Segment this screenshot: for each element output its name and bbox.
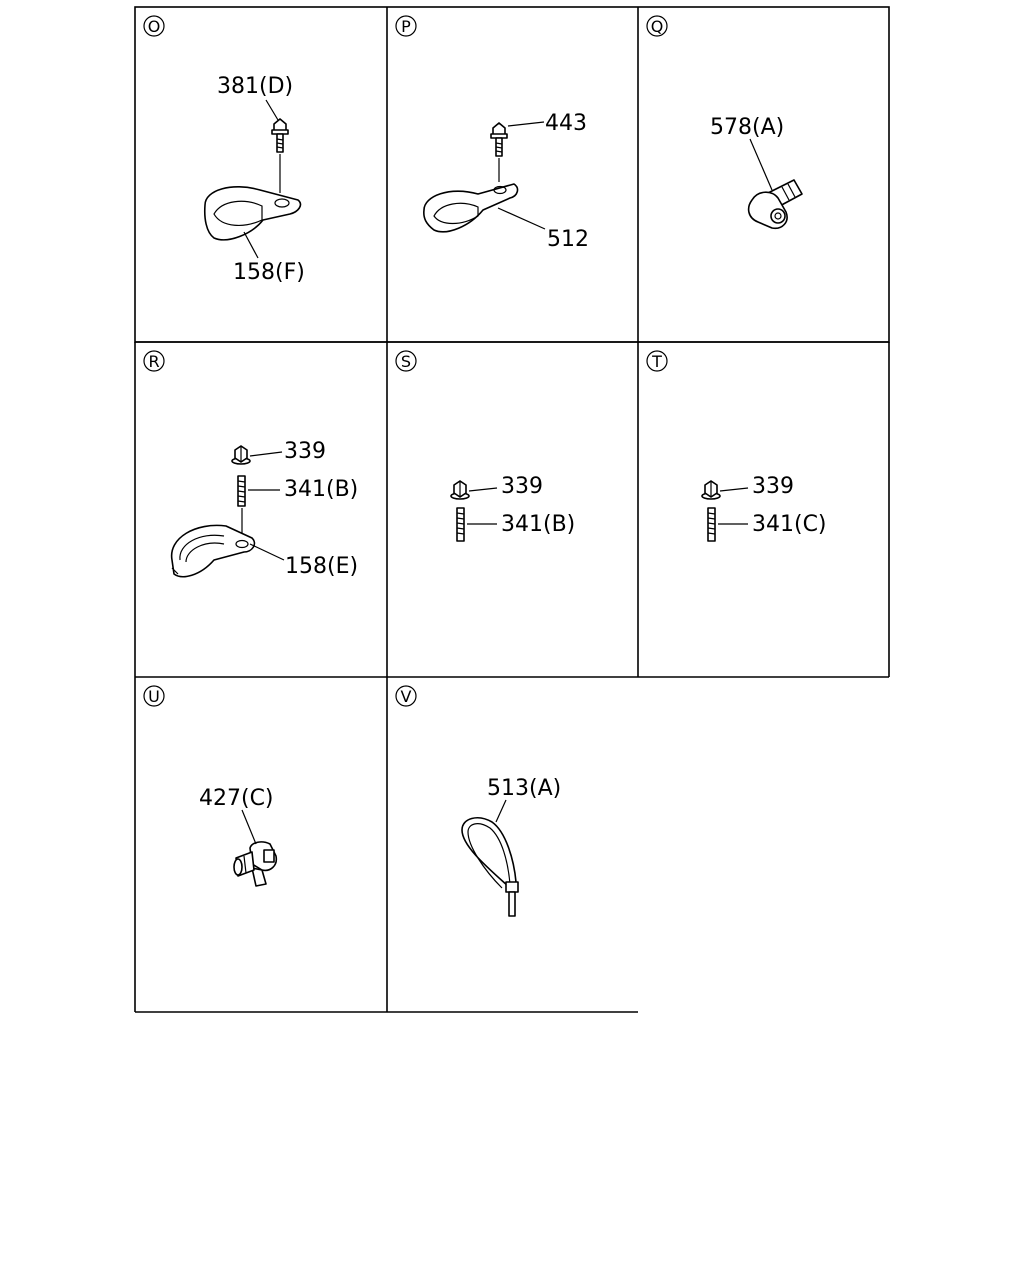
flange-nut-drawing (232, 446, 250, 464)
flange-bolt-drawing (272, 119, 288, 152)
callout-label: 339 (284, 439, 326, 464)
callout-label: 158(F) (233, 260, 305, 285)
panel-p (396, 16, 589, 252)
cable-tie-drawing (462, 818, 518, 916)
panel-r (144, 351, 358, 579)
svg-text:Q: Q (650, 17, 664, 36)
panel-id-badge (647, 351, 667, 371)
callout-label: 578(A) (710, 115, 785, 140)
leader-line (496, 800, 506, 822)
flange-bolt-drawing (491, 123, 507, 156)
leader-line (720, 488, 748, 491)
panel-v (396, 686, 561, 916)
p-clip-drawing (205, 187, 301, 240)
p-clip-drawing (424, 184, 518, 232)
leader-line (750, 139, 772, 190)
panel-id-badge (396, 16, 416, 36)
svg-text:V: V (400, 687, 412, 706)
leader-line (508, 122, 544, 126)
flange-nut-drawing (451, 481, 469, 499)
leader-line (250, 544, 284, 560)
callout-label: 339 (501, 474, 543, 499)
callout-label: 443 (545, 111, 587, 136)
leader-line (469, 488, 497, 491)
svg-text:R: R (148, 352, 160, 371)
callout-label: 341(C) (752, 512, 827, 537)
stud-bolt-drawing (708, 508, 715, 541)
panel-s (396, 351, 575, 541)
double-p-clip-drawing (172, 525, 255, 576)
panel-o (144, 16, 305, 285)
leader-line (242, 810, 256, 844)
panel-id-badge (396, 686, 416, 706)
panel-id-badge (396, 351, 416, 371)
panel-id-badge (647, 16, 667, 36)
leader-line (244, 232, 258, 258)
elbow-connector-drawing (234, 842, 276, 886)
callout-label: 158(E) (285, 554, 359, 579)
svg-text:T: T (652, 352, 662, 371)
callout-label: 427(C) (199, 786, 274, 811)
callout-label: 341(B) (501, 512, 576, 537)
svg-text:S: S (400, 352, 412, 371)
leader-line (250, 452, 282, 456)
panel-id-badge (144, 351, 164, 371)
callout-label: 513(A) (487, 776, 562, 801)
panel-t (647, 351, 827, 541)
stud-bolt-drawing (457, 508, 464, 541)
leader-line (266, 100, 278, 120)
svg-text:O: O (147, 17, 161, 36)
elbow-hose-fitting-drawing (749, 180, 802, 228)
stud-bolt-drawing (238, 476, 245, 506)
panel-id-badge (144, 686, 164, 706)
panel-u (144, 686, 276, 886)
svg-text:P: P (401, 17, 411, 36)
svg-text:U: U (148, 687, 160, 706)
callout-label: 381(D) (217, 74, 294, 99)
callout-label: 341(B) (284, 477, 359, 502)
callout-label: 339 (752, 474, 794, 499)
panel-id-badge (144, 16, 164, 36)
callout-label: 512 (547, 227, 589, 252)
panel-q (647, 16, 802, 228)
flange-nut-drawing (702, 481, 720, 499)
leader-line (498, 208, 545, 229)
